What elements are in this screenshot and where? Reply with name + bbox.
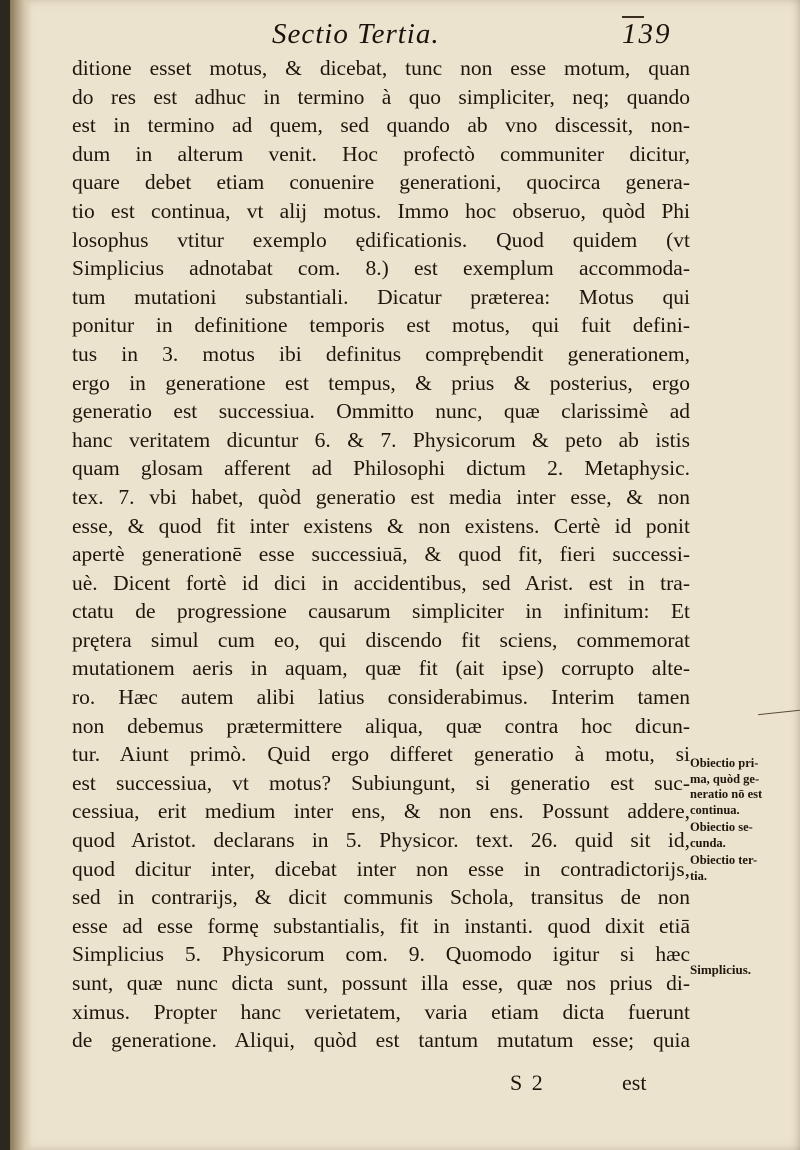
running-head: Sectio Tertia. [272,18,440,50]
text-line: cessiua, erit medium inter ens, & non ens. Possunt addere, [72,799,690,824]
text-line: est successiua, vt motus? Subiungunt, si generatio est suc- [72,770,690,795]
text-line: ximus. Propter hanc verietatem, varia etiam dicta fuerunt [72,999,690,1024]
signature-mark: S 2 [510,1070,545,1095]
text-line: uè. Dicent fortè id dici in accidentibus, sed Arist. est in tra- [72,570,690,595]
margin-note-simplicius: Simplicius. [690,962,752,977]
page-gutter-shadow [10,0,32,1150]
text-line: losophus vtitur exemplo ędificationis. Quod quidem (vt [72,227,690,252]
text-line: esse ad esse formę substantialis, fit in instanti. quod dixit etiā [72,913,690,938]
note-line: continua. [690,802,740,817]
text-line: tio est continua, vt alij motus. Immo hoc obseruo, quòd Phi [72,198,690,223]
page-header [10,14,800,54]
text-line: quam glosam afferent ad Philosophi dictum 2. Metaphysic. [72,456,690,481]
text-line: ditione esset motus, & dicebat, tunc non esse motum, quan [72,56,690,80]
text-line: esse, & quod fit inter existens & non existens. Certè id ponit [72,513,690,538]
text-line: quod dicitur inter, dicebat inter non esse in contradictorijs, [72,856,690,881]
text-line: tus in 3. motus ibi definitus comprębendit generationem, [72,341,690,366]
book-page [10,0,800,1150]
margin-note-objectio-secunda [690,820,800,851]
text-line: sunt, quæ nunc dicta sunt, possunt illa esse, quæ nos prius di- [72,971,690,995]
text-line: dum in alterum venit. Hoc profectò communiter dicitur, [72,141,690,166]
text-line: quare debet etiam conuenire generationi, quocirca genera- [72,170,690,195]
text-line: Simplicius 5. Physicorum com. 9. Quomodo igitur si hæc [72,942,690,967]
text-line: prętera simul cum eo, qui discendo fit sciens, commemorat [72,627,690,652]
note-line: Obiectio ter- [690,853,758,867]
catchword: est [622,1070,647,1095]
note-line: cunda. [690,835,726,850]
text-line: apertè generationē esse successiuā, & quod fit, fieri successi- [72,542,690,567]
page-footer [10,1066,800,1106]
text-line: quod Aristot. declarans in 5. Physicor. text. 26. quid sit id, [72,828,690,853]
margin-note-objectio-tertia [690,853,800,884]
main-text-block [72,54,690,1055]
text-line: tur. Aiunt primò. Quid ergo differet generatio à motu, si [72,742,690,767]
note-line: tia. [690,868,708,883]
text-line: tum mutationi substantiali. Dicatur præterea: Motus qui [72,284,690,309]
text-line: ctatu de progressione causarum simpliciter in infinitum: Et [72,599,690,624]
text-line: tex. 7. vbi habet, quòd generatio est media inter esse, & non [72,484,690,509]
margin-rule [758,710,800,715]
text-line: de generatione. Aliqui, quòd est tantum mutatum esse; quia [72,1028,690,1053]
folio-number: 139 [622,18,672,50]
text-line: sed in contrarijs, & dicit communis Schola, transitus de non [72,885,690,910]
text-line: non debemus prætermittere aliqua, quæ contra hoc dicun- [72,713,690,738]
note-line: ma, quòd ge- [690,771,760,786]
margin-note-objectio-prima [690,756,800,818]
margin-notes [690,756,800,886]
text-line: mutationem aeris in aquam, quæ fit (ait ipse) corrupto alte- [72,656,690,681]
text-line: do res est adhuc in termino à quo simpliciter, neq; quando [72,84,690,109]
note-line: neratio nō est [690,787,763,801]
text-line: Simplicius adnotabat com. 8.) est exemplum accommoda- [72,256,690,281]
text-line: hanc veritatem dicuntur 6. & 7. Physicorum & peto ab istis [72,427,690,452]
text-line: est in termino ad quem, sed quando ab vno discessit, non- [72,113,690,138]
text-line: generatio est successiua. Ommitto nunc, quæ clarissimè ad [72,399,690,424]
note-line: Obiectio pri- [690,756,759,770]
text-line: ro. Hæc autem alibi latius considerabimus. Interim tamen [72,685,690,710]
text-line: ergo in generatione est tempus, & prius & posterius, ergo [72,370,690,395]
note-line: Obiectio se- [690,820,753,834]
text-line: ponitur in definitione temporis est motus, qui fuit defini- [72,313,690,338]
